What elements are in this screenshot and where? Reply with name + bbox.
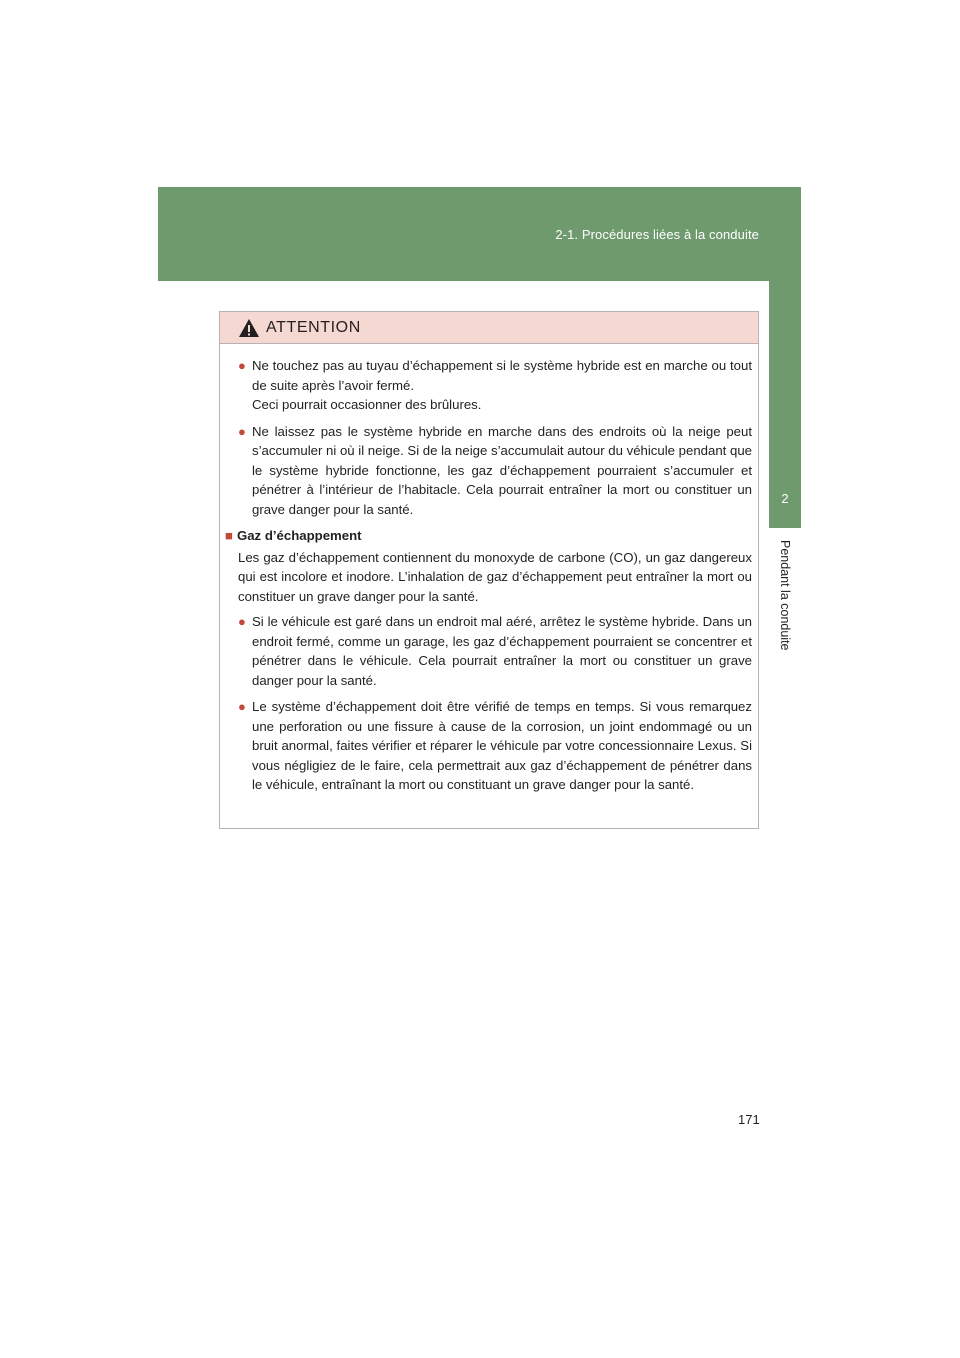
warning-triangle-icon: [238, 318, 260, 338]
caution-header: [220, 312, 758, 344]
list-item: [238, 422, 752, 520]
bullet-dot-icon: ●: [238, 699, 246, 714]
list-item: [238, 356, 752, 415]
list-item-text: Ne laissez pas le système hybride en marche dans des endroits où la neige peut s’accumuler ni où il neige. Si de la neige s’accumulait autour du véhicule pendant que le système hybride fonctionne, les gaz d’échappement pourraient s’accumuler et pénétrer à l’intérieur de l’habitacle. Cela pourrait entraîner la mort ou constituer un grave danger pour la santé.: [252, 423, 752, 517]
section-header-band: [158, 187, 801, 281]
caution-body: [220, 344, 758, 795]
chapter-label: Pendant la conduite: [778, 540, 792, 651]
list-item: [238, 612, 752, 690]
list-item-text: Le système d’échappement doit être vérifié de temps en temps. Si vous remarquez une perforation ou une fissure à cause de la corrosion, un joint endommagé ou un bruit anormal, faites vérifier et réparer le véhicule par votre concessionnaire Lexus. Si vous négligiez de le faire, cela permettrait aux gaz d’échappement de pénétrer dans le véhicule, entraînant la mort ou constituant un grave danger pour la santé.: [252, 699, 752, 792]
section-heading-text: Gaz d’échappement: [236, 528, 362, 543]
section-title: 2-1. Procédures liées à la conduite: [555, 227, 759, 242]
caution-box: [219, 311, 759, 829]
caution-title: ATTENTION: [266, 318, 361, 336]
list-item-text: Ne touchez pas au tuyau d’échappement si le système hybride est en marche ou tout de suite après l’avoir fermé.: [252, 358, 752, 393]
square-bullet-icon: ■: [225, 528, 233, 543]
list-item-text: Si le véhicule est garé dans un endroit mal aéré, arrêtez le système hybride. Dans un endroit fermé, comme un garage, les gaz d’échappement pourraient se concentrer et pénétrer dans le véhicule. Cela pourrait entraîner la mort ou constituer un grave danger pour la santé.: [252, 614, 752, 688]
section-paragraph: Les gaz d’échappement contiennent du monoxyde de carbone (CO), un gaz dangereux qui est incolore et inodore. L’inhalation de gaz d’échappement peut entraîner la mort ou constituer un grave danger pour la santé.: [238, 549, 752, 604]
bullet-dot-icon: ●: [238, 614, 246, 629]
chapter-label-container: [769, 540, 801, 680]
bullet-dot-icon: ●: [238, 423, 246, 439]
list-item-text: Ceci pourrait occasionner des brûlures.: [252, 397, 482, 412]
list-item: [238, 697, 752, 795]
chapter-number: 2: [781, 491, 789, 506]
chapter-tab: [769, 281, 801, 528]
page-number: 171: [738, 1112, 760, 1127]
section-heading: [225, 526, 752, 546]
bullet-dot-icon: ●: [238, 358, 246, 373]
